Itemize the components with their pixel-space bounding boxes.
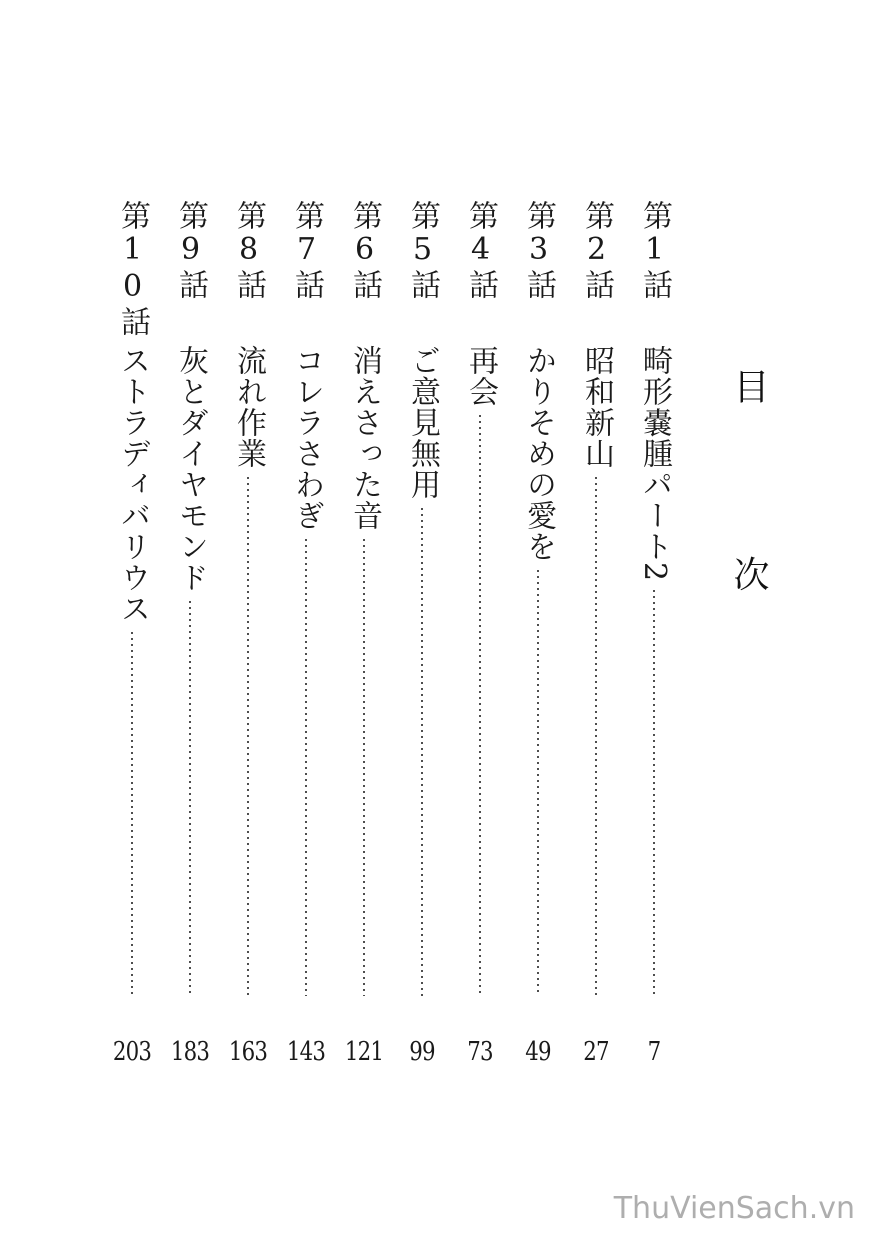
title-column — [516, 345, 560, 1000]
page-number: 99 — [409, 1037, 435, 1067]
dot-leader — [653, 588, 655, 996]
episode-label: 第8話 — [231, 200, 266, 301]
episode-title: 消えさった音 — [347, 345, 382, 531]
title-column — [458, 345, 502, 1000]
page-number: 49 — [525, 1037, 551, 1067]
episode-title: ストラディバリウス — [115, 345, 150, 624]
toc-entry-8 — [226, 200, 270, 1080]
title-column — [110, 345, 154, 1000]
page-number: 163 — [228, 1037, 268, 1067]
episode-title: 昭和新山 — [579, 345, 614, 469]
episode-title: コレラさわぎ — [289, 345, 324, 531]
title-column — [632, 345, 676, 1000]
episode-label: 第3話 — [521, 200, 556, 301]
page-number: 73 — [467, 1037, 493, 1067]
toc-entry-1 — [632, 200, 676, 1080]
episode-label: 第6話 — [347, 200, 382, 301]
page-number: 121 — [344, 1037, 384, 1067]
title-column — [284, 345, 328, 1000]
dot-leader — [595, 475, 597, 996]
page-number: 7 — [647, 1037, 661, 1067]
dot-leader — [189, 599, 191, 996]
title-column — [226, 345, 270, 1000]
dot-leader — [479, 413, 481, 996]
dot-leader — [247, 475, 249, 996]
page-number: 183 — [170, 1037, 210, 1067]
episode-label: 第5話 — [405, 200, 440, 301]
toc-entry-10 — [110, 200, 154, 1080]
dot-leader — [537, 568, 539, 996]
episode-title: かりそめの愛を — [521, 345, 556, 562]
dot-leader — [421, 506, 423, 996]
episode-title: 再会 — [463, 345, 498, 407]
episode-title: ご意見無用 — [405, 345, 440, 500]
episode-label: 第10話 — [115, 200, 150, 338]
toc-heading: 目 次 — [728, 368, 769, 662]
episode-label: 第7話 — [289, 200, 324, 301]
dot-leader — [363, 537, 365, 996]
dot-leader — [305, 537, 307, 996]
title-column — [342, 345, 386, 1000]
episode-title: 流れ作業 — [231, 345, 266, 469]
episode-label: 第4話 — [463, 200, 498, 301]
dot-leader — [131, 630, 133, 996]
toc-entry-7 — [284, 200, 328, 1080]
toc-entry-6 — [342, 200, 386, 1080]
episode-label: 第2話 — [579, 200, 614, 301]
toc-entry-2 — [574, 200, 618, 1080]
page-number: 143 — [286, 1037, 326, 1067]
toc-entry-5 — [400, 200, 444, 1080]
episode-label: 第9話 — [173, 200, 208, 301]
watermark: ThuVienSach.vn — [613, 1191, 855, 1226]
title-column — [168, 345, 212, 1000]
episode-title: 畸形嚢腫パート2 — [637, 345, 672, 583]
title-column — [574, 345, 618, 1000]
episode-title: 灰とダイヤモンド — [173, 345, 208, 593]
page-number: 203 — [112, 1037, 152, 1067]
title-column — [400, 345, 444, 1000]
toc-entry-9 — [168, 200, 212, 1080]
episode-label: 第1話 — [637, 200, 672, 301]
toc-entry-4 — [458, 200, 502, 1080]
page-number: 27 — [583, 1037, 609, 1067]
toc-entry-3 — [516, 200, 560, 1080]
